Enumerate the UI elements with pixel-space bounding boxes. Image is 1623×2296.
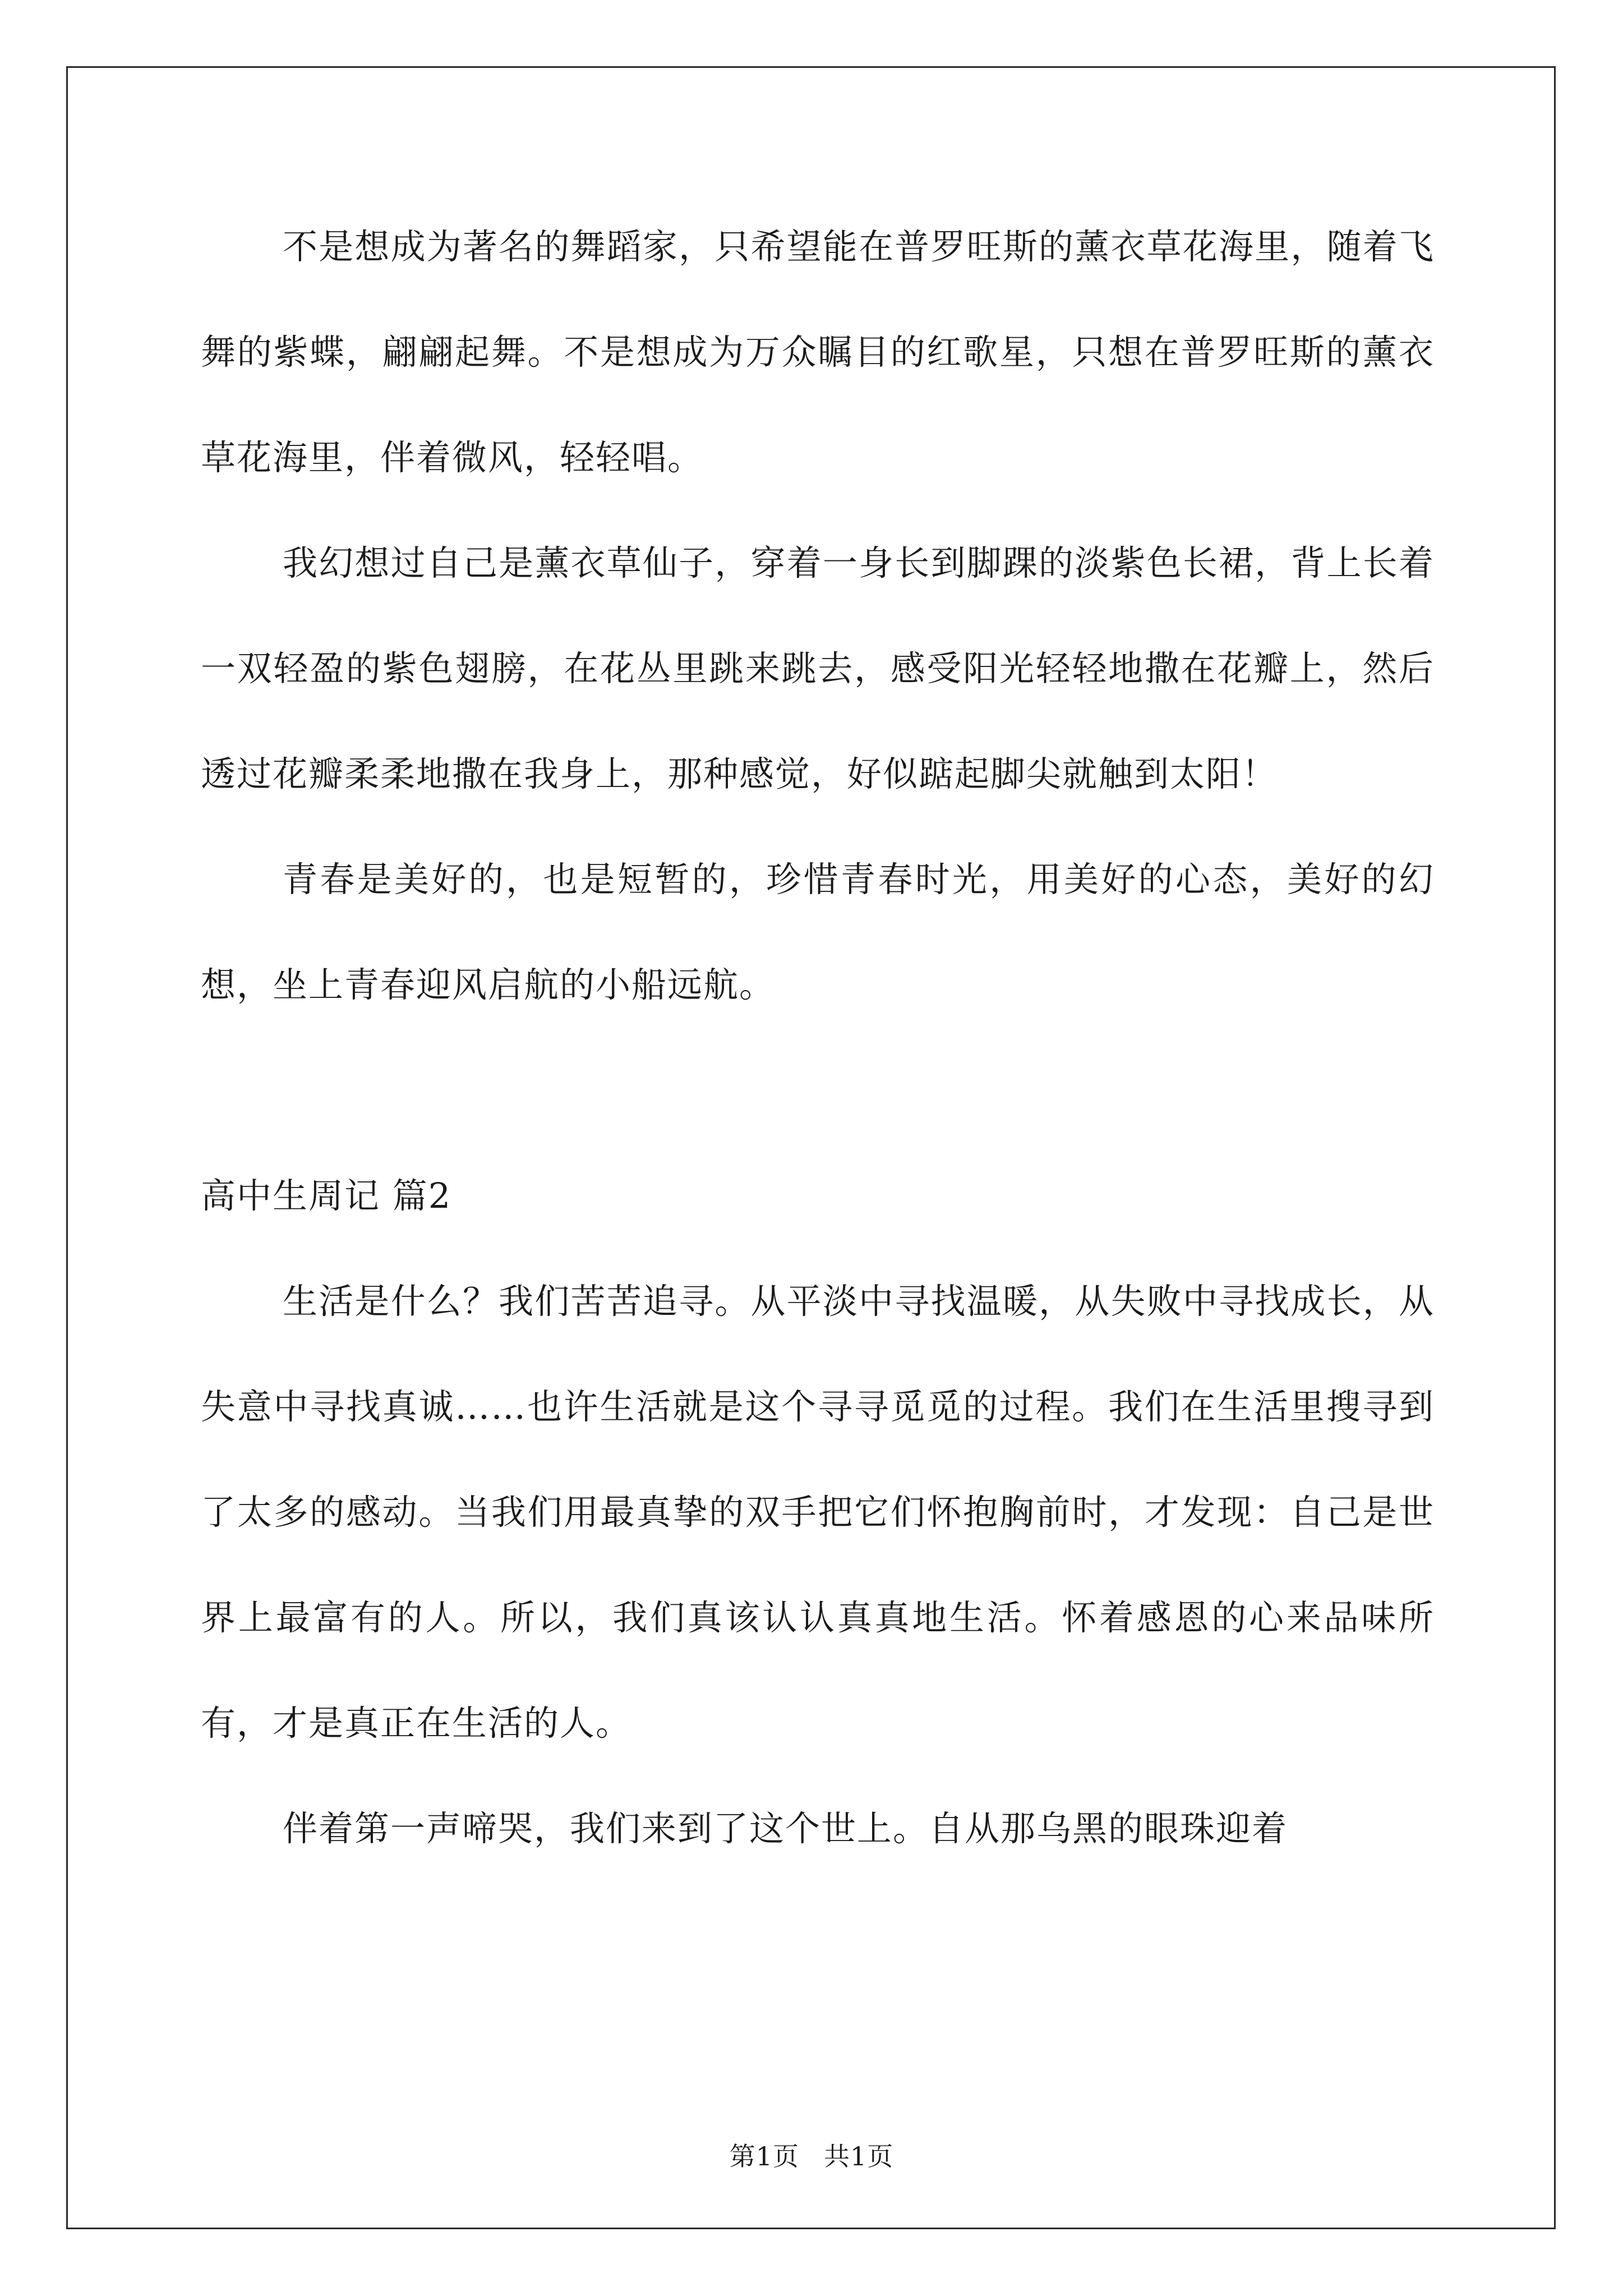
page-total: 共1页 bbox=[824, 2141, 894, 2171]
paragraph-3: 青春是美好的，也是短暂的，珍惜青春时光，用美好的心态，美好的幻想，坐上青春迎风启航的小船远航。 bbox=[201, 859, 1435, 1005]
page-number: 第1页 bbox=[729, 2141, 799, 2171]
page-footer bbox=[0, 2136, 1623, 2173]
section-spacer bbox=[201, 1038, 1435, 1143]
section-heading: 高中生周记 篇2 bbox=[201, 1175, 452, 1216]
paragraph-1: 不是想成为著名的舞蹈家，只希望能在普罗旺斯的薰衣草花海里，随着飞舞的紫蝶，翩翩起舞。不是想成为万众瞩目的红歌星，只想在普罗旺斯的薰衣草花海里，伴着微风，轻轻唱。 bbox=[201, 226, 1435, 478]
paragraph-2: 我幻想过自己是薰衣草仙子，穿着一身长到脚踝的淡紫色长裙，背上长着一双轻盈的紫色翅膀，在花丛里跳来跳去，感受阳光轻轻地撒在花瓣上，然后透过花瓣柔柔地撒在我身上，那种感觉，好似踮起脚尖就触到太阳！ bbox=[201, 542, 1435, 794]
paragraph-5: 伴着第一声啼哭，我们来到了这个世上。自从那乌黑的眼珠迎着 bbox=[283, 1808, 1288, 1849]
document-body bbox=[201, 194, 1435, 1881]
paragraph-4: 生活是什么？我们苦苦追寻。从平淡中寻找温暖，从失败中寻找成长，从失意中寻找真诚……也许生活就是这个寻寻觅觅的过程。我们在生活里搜寻到了太多的感动。当我们用最真挚的双手把它们怀抱胸前时，才发现：自己是世界上最富有的人。所以，我们真该认认真真地生活。怀着感恩的心来品味所有，才是真正在生活的人。 bbox=[201, 1281, 1435, 1743]
